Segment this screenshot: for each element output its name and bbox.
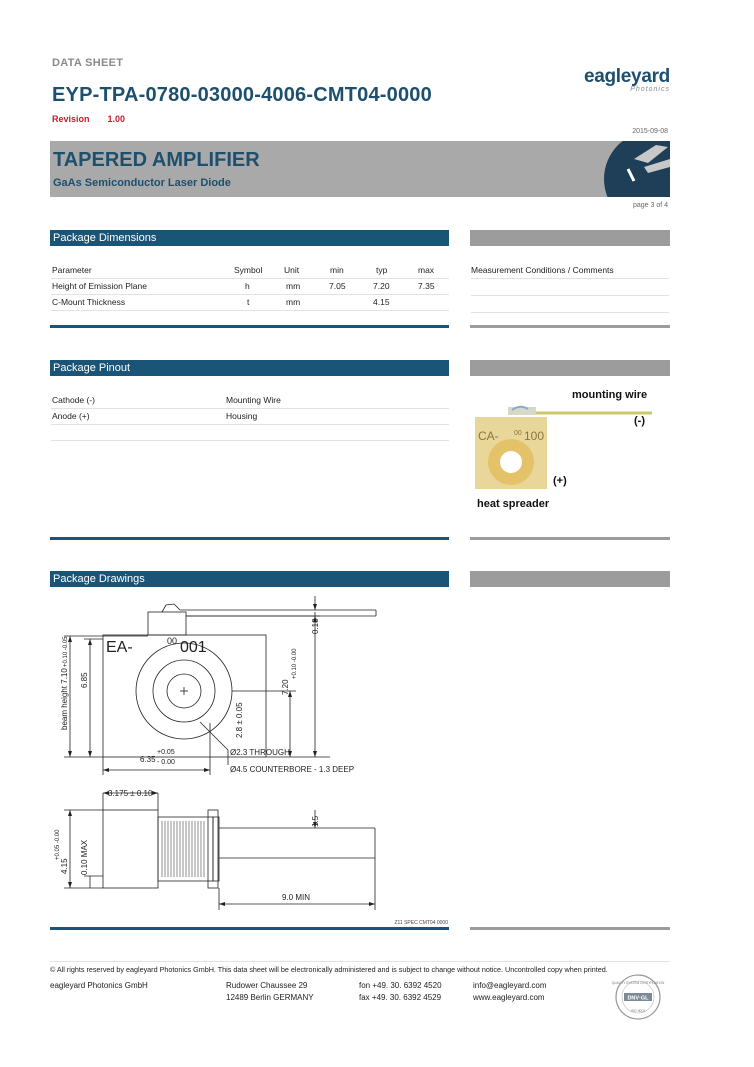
drawing-reference: Z11 SPEC CMT04 0000 — [394, 920, 448, 926]
table-row — [51, 408, 449, 425]
dim-3175: 3.175 ± 0.10 — [108, 789, 153, 798]
cell-pin: Cathode (-) — [52, 395, 95, 405]
cell-parameter: Height of Emission Plane — [52, 281, 147, 291]
cell-typ: 7.20 — [373, 281, 390, 291]
section-header-drawings-grey — [470, 571, 670, 587]
side-mount-body — [103, 810, 158, 888]
footer-city: 12489 Berlin GERMANY — [226, 993, 314, 1002]
cell-pin: Anode (+) — [52, 411, 90, 421]
dim-415: 4.15 — [60, 858, 69, 874]
laser-graphic-icon — [604, 141, 670, 197]
cert-bottom-text: ISO 9001 — [630, 1009, 646, 1013]
section-header-dimensions: Package Dimensions — [50, 230, 449, 246]
section-header-drawings: Package Drawings — [50, 571, 449, 587]
footer-company: eagleyard Photonics GmbH — [50, 981, 148, 990]
dimensions-table — [51, 262, 449, 322]
section-header-pinout-grey — [470, 360, 670, 376]
side-fins — [162, 821, 204, 877]
through-hole — [500, 451, 522, 473]
package-drawings — [50, 592, 450, 928]
cell-max: 7.35 — [418, 281, 435, 291]
cell-symbol: h — [245, 281, 250, 291]
dim-635-tol-minus: - 0.00 — [157, 759, 175, 766]
revision-value: 1.00 — [107, 114, 126, 124]
copyright-notice: © All rights reserved by eagleyard Photonics GmbH. This data sheet will be electronically administered and is subject to change without notice. Uncontrolled copy when printed. — [50, 965, 608, 974]
front-mount-superscript: 00 — [167, 636, 178, 646]
label-minus: (-) — [634, 415, 645, 427]
pinout-table — [51, 392, 449, 442]
label-heat-spreader: heat spreader — [477, 498, 550, 510]
cell-connection: Mounting Wire — [226, 395, 281, 405]
cert-mid-text: DNV·GL — [627, 995, 649, 1002]
document-type: DATA SHEET — [52, 57, 124, 69]
front-bond-hook — [162, 604, 180, 612]
document-date: 2015-09-08 — [632, 128, 668, 135]
part-number: EYP-TPA-0780-03000-4006-CMT04-0000 — [52, 84, 432, 106]
mount-prefix: CA- — [478, 429, 499, 443]
table-row — [51, 424, 449, 441]
wire-bond-block — [508, 407, 536, 415]
footer-fax: fax +49. 30. 6392 4529 — [359, 993, 442, 1002]
side-fin-block — [158, 817, 213, 881]
title-banner — [50, 141, 670, 197]
table-row — [51, 294, 449, 311]
cell-min: 7.05 — [329, 281, 346, 291]
table-header-row — [51, 262, 449, 279]
dim-beam-height-tol: +0.10 -0.05 — [63, 636, 69, 667]
mount-number: 100 — [524, 429, 545, 443]
leader-line — [200, 722, 228, 750]
dim-018: 0.18 — [311, 618, 320, 634]
section-rule — [50, 927, 449, 930]
front-top-block — [148, 612, 186, 635]
col-typ: typ — [376, 265, 388, 275]
mount-superscript: 00 — [514, 430, 522, 437]
comments-cell — [471, 296, 669, 313]
dim-415-tol: +0.05 -0.00 — [55, 829, 61, 860]
col-min: min — [330, 265, 344, 275]
footer-website[interactable]: www.eagleyard.com — [473, 993, 545, 1002]
company-logo — [560, 66, 672, 96]
section-rule — [50, 537, 449, 540]
label-plus: (+) — [553, 475, 567, 487]
section-rule-grey — [470, 325, 670, 328]
logo-word: eagleyard — [583, 66, 670, 87]
dim-010: 0.10 MAX — [80, 839, 89, 875]
col-symbol: Symbol — [234, 265, 263, 275]
comments-cell — [471, 279, 669, 296]
dim-720: 7.20 — [281, 679, 290, 695]
front-mount-number: 001 — [180, 639, 207, 656]
col-parameter: Parameter — [52, 265, 92, 275]
certification-badge-icon — [610, 972, 666, 1022]
cert-top-text: QUALITY SYSTEM CERTIFICATION — [611, 981, 665, 985]
section-header-comments — [470, 230, 670, 246]
section-rule-grey — [470, 537, 670, 540]
dim-beam-height: beam height 7.10 — [60, 668, 69, 730]
product-title: TAPERED AMPLIFIER — [53, 149, 260, 171]
pinout-figure — [470, 380, 670, 520]
footer-divider — [50, 961, 670, 962]
label-mounting-wire: mounting wire — [572, 389, 648, 401]
hole-through-note: Ø2.3 THROUGH — [230, 748, 290, 757]
cell-unit: mm — [286, 281, 301, 291]
front-mount-prefix: EA- — [106, 639, 133, 656]
cell-parameter: C-Mount Thickness — [52, 297, 126, 307]
footer-phone: fon +49. 30. 6392 4520 — [359, 981, 442, 990]
cell-connection: Housing — [226, 411, 258, 421]
footer-email[interactable]: info@eagleyard.com — [473, 981, 547, 990]
revision — [52, 114, 125, 124]
logo-sub: Photonics — [630, 86, 670, 93]
comments-column — [471, 262, 669, 313]
table-row — [51, 392, 449, 409]
table-row — [51, 278, 449, 295]
footer-street: Rudower Chaussee 29 — [226, 981, 308, 990]
cell-unit: mm — [286, 297, 301, 307]
section-rule-grey — [470, 927, 670, 930]
col-max: max — [418, 265, 435, 275]
dim-90: 9.0 MIN — [282, 893, 311, 902]
cell-typ: 4.15 — [373, 297, 390, 307]
col-unit: Unit — [284, 265, 300, 275]
dim-685: 6.85 — [80, 672, 89, 688]
dim-28: 2.8 ± 0.05 — [235, 702, 244, 738]
cell-symbol: t — [247, 297, 250, 307]
revision-label: Revision — [52, 114, 90, 124]
comments-header: Measurement Conditions / Comments — [471, 262, 669, 279]
section-header-pinout: Package Pinout — [50, 360, 449, 376]
product-subtitle: GaAs Semiconductor Laser Diode — [53, 177, 231, 189]
counterbore-note: Ø4.5 COUNTERBORE - 1.3 DEEP — [230, 765, 355, 774]
page-number: page 3 of 4 — [632, 202, 668, 209]
dim-635-tol-plus: +0.05 — [157, 749, 175, 756]
dim-15: 1.5 — [311, 815, 320, 827]
section-rule — [50, 325, 449, 328]
dim-720-tol: +0.10 -0.00 — [292, 648, 298, 679]
dim-635: 6.35 — [140, 755, 156, 764]
